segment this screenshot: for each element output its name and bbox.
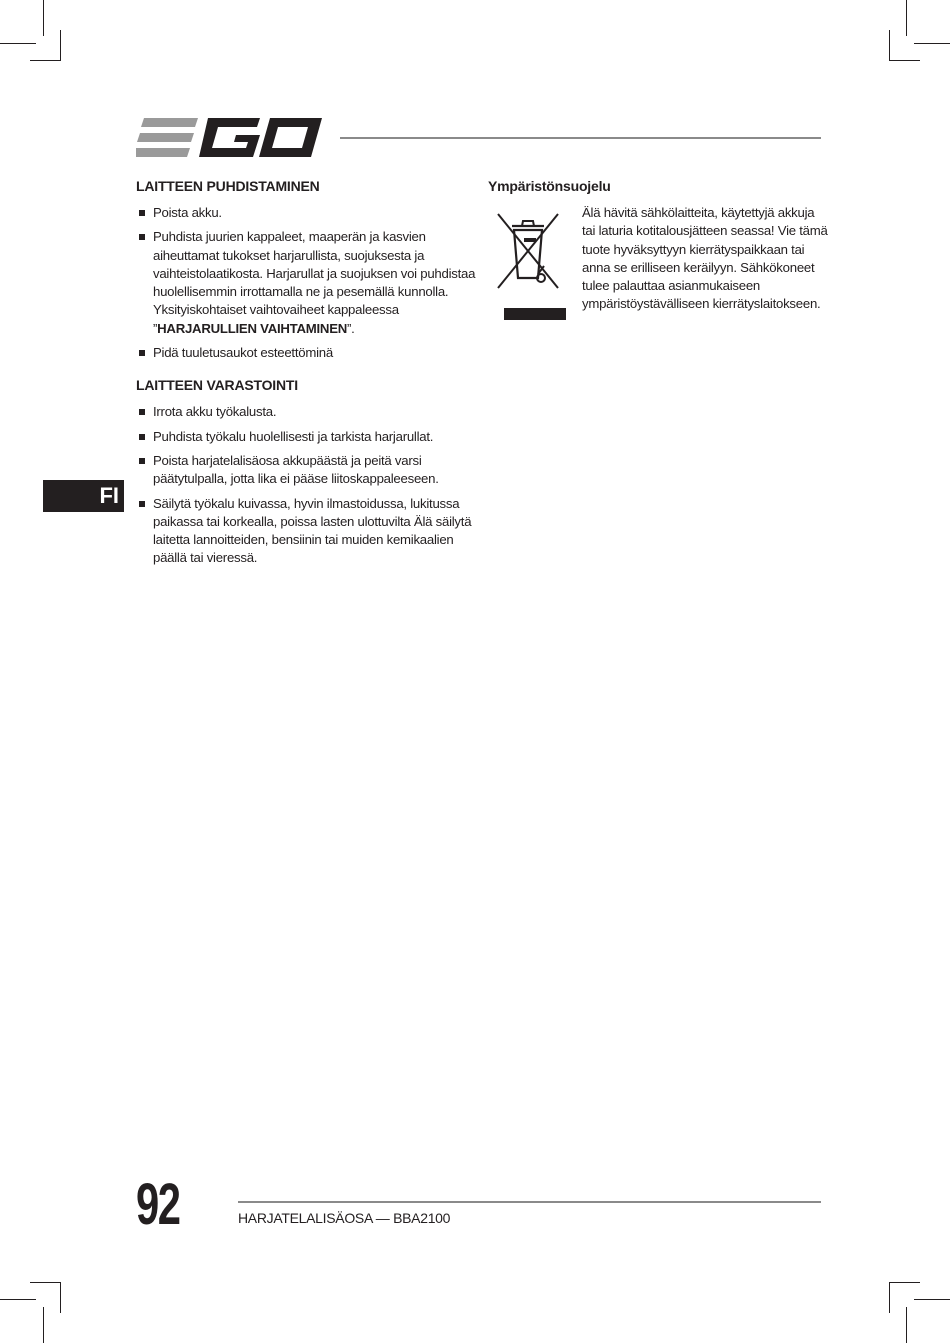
square-bullet-icon <box>139 434 145 440</box>
crop-mark <box>889 30 890 61</box>
weee-crossed-bin-icon <box>488 204 568 352</box>
crop-mark <box>914 43 950 44</box>
language-tab: FI <box>43 480 124 512</box>
crop-mark <box>889 1282 920 1283</box>
footer-product-label: HARJATELALISÄOSA — BBA2100 <box>238 1210 451 1226</box>
crop-mark <box>60 30 61 61</box>
header-rule <box>340 137 821 139</box>
square-bullet-icon <box>139 350 145 356</box>
crop-mark <box>906 0 907 36</box>
cleaning-heading: LAITTEEN PUHDISTAMINEN <box>136 178 320 194</box>
crop-mark <box>0 1299 36 1300</box>
list-item: Poista akku. <box>136 204 476 222</box>
page-number: 92 <box>136 1172 180 1237</box>
environment-text: Älä hävitä sähkölaitteita, käytettyjä akkuja tai laturia kotitalousjätteen seassa! Vie tämä tuote hyväksyttyyn kierrätyspaikkaan tai anna se erilliseen keräilyyn. Sähkökoneet tulee palauttaa asianmukaiseen ympäristöystävälliseen kierrätyslaitokseen. <box>582 205 828 312</box>
crop-mark <box>0 43 36 44</box>
crop-mark <box>43 1307 44 1343</box>
storage-heading: LAITTEEN VARASTOINTI <box>136 377 298 394</box>
storage-list <box>136 403 476 567</box>
square-bullet-icon <box>139 409 145 415</box>
crop-mark <box>43 0 44 36</box>
cleaning-list <box>136 204 476 362</box>
square-bullet-icon <box>139 210 145 216</box>
square-bullet-icon <box>139 458 145 464</box>
crop-mark <box>889 60 920 61</box>
environment-heading: Ympäristönsuojelu <box>488 178 611 194</box>
list-item: Puhdista juurien kappaleet, maaperän ja kasvien aiheuttamat tukokset harjarullista, suojuksesta ja vaihteistolaatikosta. Harjarullat ja suojuksen voi puhdistaa huolellisemmin irrottamalla ne ja pesemällä kunnolla. Yksityiskohtaiset vaihtovaiheet kappaleessa ”HARJARULLIEN VAIHTAMINEN”. <box>136 228 476 338</box>
environment-block <box>488 204 828 314</box>
list-item: Säilytä työkalu kuivassa, hyvin ilmastoidussa, lukitussa paikassa tai korkealla, poissa lasten ulottuvilta Älä säilytä laitetta lannoitteiden, bensiinin tai muiden kemikaalien päällä tai vieressä. <box>136 495 476 568</box>
list-item: Poista harjatelalisäosa akkupäästä ja peitä varsi päätytulpalla, jotta lika ei pääse liitoskappaleeseen. <box>136 452 476 489</box>
list-item: Pidä tuuletusaukot esteettöminä <box>136 344 476 362</box>
list-item: Irrota akku työkalusta. <box>136 403 476 421</box>
list-item: Puhdista työkalu huolellisesti ja tarkista harjarullat. <box>136 428 476 446</box>
crop-mark <box>914 1299 950 1300</box>
crop-mark <box>30 1282 61 1283</box>
section-reference: HARJARULLIEN VAIHTAMINEN <box>157 320 348 336</box>
crop-mark <box>906 1307 907 1343</box>
crop-mark <box>30 60 61 61</box>
ego-logo <box>136 116 322 160</box>
crop-mark <box>60 1282 61 1313</box>
right-column <box>488 177 828 327</box>
left-column <box>136 177 476 582</box>
crop-mark <box>889 1282 890 1313</box>
square-bullet-icon <box>139 234 145 240</box>
square-bullet-icon <box>139 501 145 507</box>
footer-rule <box>238 1201 821 1203</box>
